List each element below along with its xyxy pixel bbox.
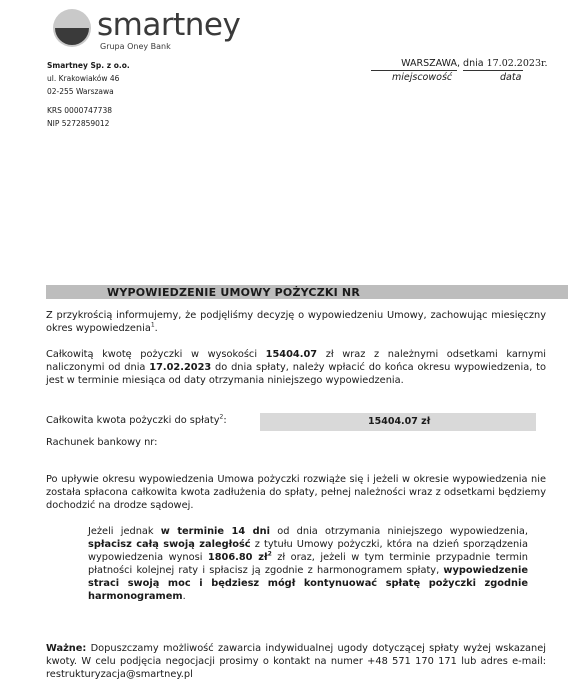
paragraph-repayment xyxy=(46,348,546,387)
date-caption: data xyxy=(500,72,522,83)
paragraph-notice-end: . xyxy=(154,323,158,334)
brand-name: smartney xyxy=(97,7,241,43)
date-underline xyxy=(463,70,523,71)
condition-text-2: od dnia otrzymania niniejszego wypowiedzenia, xyxy=(270,526,529,537)
important-note xyxy=(46,642,546,681)
condition-text-3: z tytułu Umowy pożyczki, która na dzień sporządzenia wypowiedzenia wynosi xyxy=(88,539,528,563)
date-value: 17.02.2023r. xyxy=(486,58,548,69)
total-label-colon: : xyxy=(223,415,227,426)
condition-footnote-ref: 2 xyxy=(267,550,272,558)
condition-repay-all: spłacisz całą swoją zaległość xyxy=(88,539,251,550)
paragraph-termination xyxy=(46,473,546,512)
condition-deadline: w terminie 14 dni xyxy=(160,526,271,537)
repayment-text-1: Całkowitą kwotę pożyczki w wysokości xyxy=(46,349,266,360)
repayment-date: 17.02.2023 xyxy=(149,362,212,373)
account-label: Rachunek bankowy nr: xyxy=(46,437,158,448)
total-amount-value: 15404.07 zł xyxy=(368,416,431,427)
total-footnote-ref: 2 xyxy=(219,413,224,421)
company-nip: NIP 5272859012 xyxy=(47,119,110,128)
company-name: Smartney Sp. z o.o. xyxy=(47,61,130,70)
termination-text: Po upływie okresu wypowiedzenia Umowa pożyczki rozwiąże się i jeżeli w okresie wypowiedzenia nie została spłacona całkowita kwota zadłużenia do spłaty, pełnej należności wraz z odsetkami będziemy dochodzić na drodze sądowej. xyxy=(46,474,546,511)
document-title: WYPOWIEDZENIE UMOWY POŻYCZKI NR xyxy=(107,286,361,299)
company-street: ul. Krakowiaków 46 xyxy=(47,74,120,83)
company-city: 02-255 Warszawa xyxy=(47,87,114,96)
condition-end: . xyxy=(182,591,186,602)
condition-outcome: wypowiedzenie straci swoją moc i będziesz mógł kontynuować spłatę pożyczki zgodnie harmonogramem xyxy=(88,565,528,602)
brand-subtitle: Grupa Oney Bank xyxy=(100,42,171,51)
total-label xyxy=(46,414,227,427)
smartney-logo-icon xyxy=(52,8,92,48)
repayment-amount: 15404.07 xyxy=(265,349,318,360)
repayment-text-2: zł wraz z należnymi odsetkami karnymi naliczonymi od dnia xyxy=(46,349,546,373)
condition-text-1: Jeżeli jednak xyxy=(88,526,161,537)
condition-arrears-amount: 1806.80 zł xyxy=(207,552,268,563)
place-caption: miejscowość xyxy=(392,72,453,83)
place-value: WARSZAWA xyxy=(401,58,457,69)
repayment-text-3: do dnia spłaty, należy wpłacić do końca okresu wypowiedzenia, to jest w terminie miesiąca od daty otrzymania niniejszego wypowiedzenia. xyxy=(46,362,546,386)
important-text: Dopuszczamy możliwość zawarcia indywidualnej ugody dotyczącej spłaty wyżej wskazanej kwoty. W celu podjęcia negocjacji prosimy o kontakt na numer +48 571 170 171 lub adres e-mail: restrukturyzacja@smartney.pl xyxy=(46,643,546,680)
important-label: Ważne: xyxy=(46,643,87,654)
total-label-text: Całkowita kwota pożyczki do spłaty xyxy=(46,415,220,426)
paragraph-condition xyxy=(88,525,528,603)
condition-text-4: zł oraz, jeżeli w tym terminie przypadnie termin płatności kolejnej raty i spłacisz ją zgodnie z harmonogramem spłaty, xyxy=(88,552,528,576)
place-underline xyxy=(371,70,457,71)
paragraph-notice xyxy=(46,309,546,335)
dnia-label: , dnia xyxy=(457,58,484,69)
company-krs: KRS 0000747738 xyxy=(47,106,112,115)
place-date xyxy=(371,58,548,69)
paragraph-notice-text: Z przykrością informujemy, że podjęliśmy decyzję o wypowiedzeniu Umowy, zachowując miesięczny okres wypowiedzenia xyxy=(46,310,546,334)
footnote-ref: 1 xyxy=(150,321,155,329)
company-details xyxy=(47,59,130,130)
